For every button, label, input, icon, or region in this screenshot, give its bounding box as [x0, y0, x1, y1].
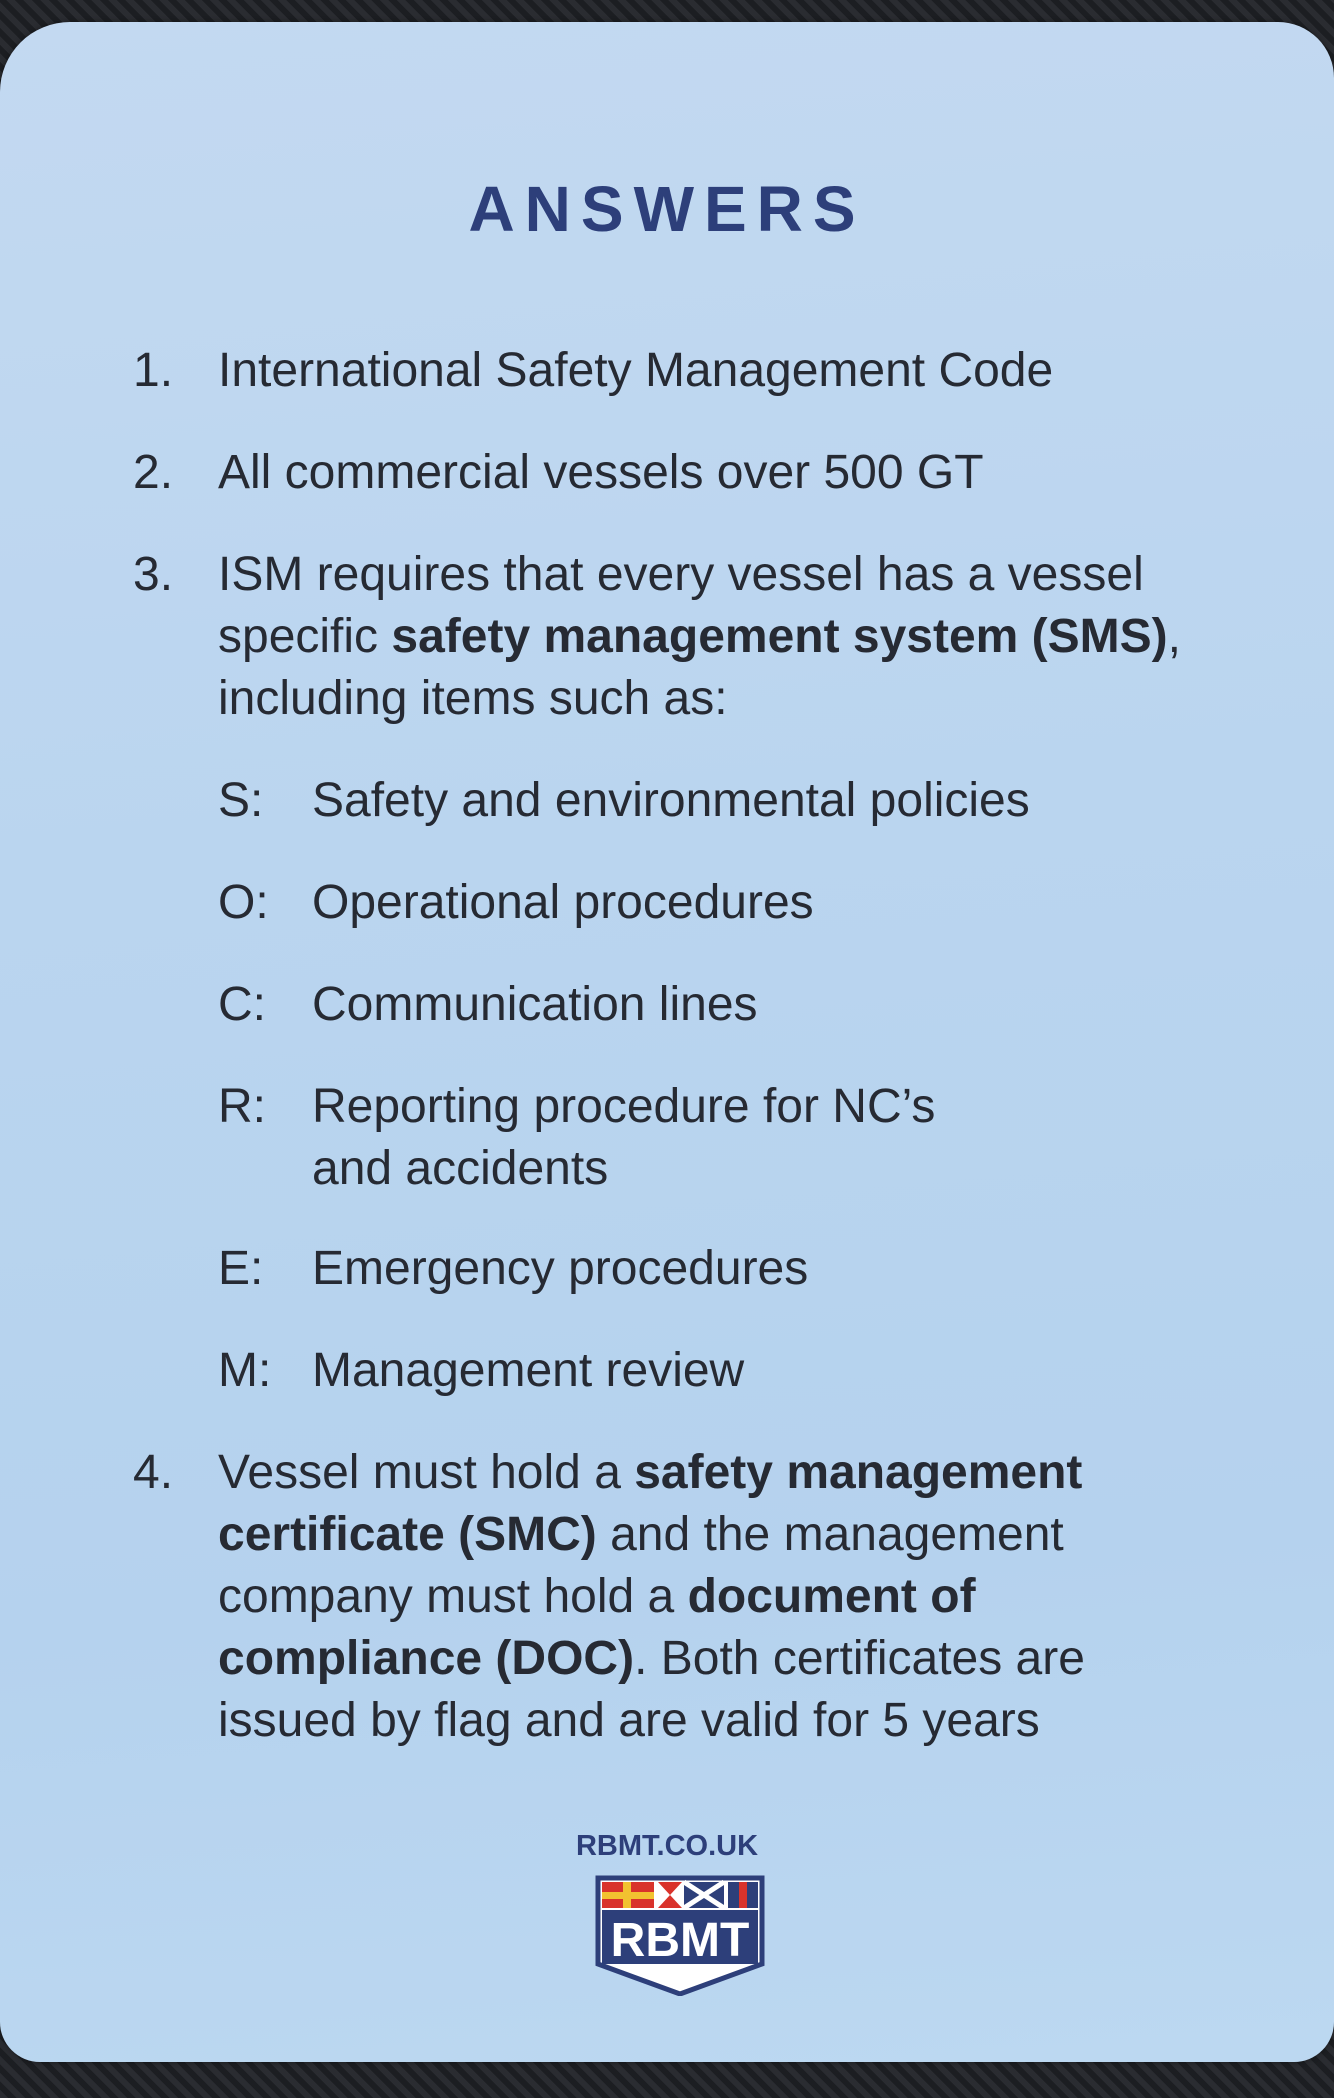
card-title: ANSWERS — [468, 173, 866, 245]
sms-letter: R: — [218, 1080, 266, 1133]
answer-text: All commercial vessels over 500 GT — [218, 446, 984, 499]
answer-number: 4. — [133, 1446, 174, 1499]
answer-card — [0, 22, 1334, 2062]
sms-letter: O: — [218, 876, 269, 929]
answer-text: International Safety Management Code — [218, 344, 1054, 397]
bold-term: document of compliance (DOC) — [218, 1570, 976, 1685]
sms-text: Safety and environmental policies — [312, 774, 1030, 827]
bold-term: safety management system (SMS) — [391, 610, 1168, 663]
sms-letter: M: — [218, 1344, 272, 1397]
sms-letter: S: — [218, 774, 264, 827]
sms-text: Emergency procedures — [312, 1242, 809, 1295]
sms-text: Reporting procedure for NC’s and accidents — [312, 1080, 936, 1195]
sms-letter: C: — [218, 978, 266, 1031]
answer-number: 3. — [133, 548, 174, 601]
website-text: RBMT.CO.UK — [575, 1830, 759, 1862]
answer-number: 2. — [133, 446, 174, 499]
sms-letter: E: — [218, 1242, 264, 1295]
answer-text: Vessel must hold a safety management certificate (SMC) and the management company must hold a document of compliance (DOC). Both certificates are issued by flag and are valid for 5 years — [218, 1446, 1085, 1747]
rbmt-logo — [592, 1872, 768, 1996]
logo-text: RBMT — [610, 1914, 750, 1967]
answer-text: ISM requires that every vessel has a vessel specific safety management system (SMS), including items such as: — [218, 548, 1182, 725]
sms-text: Operational procedures — [312, 876, 814, 929]
sms-text: Communication lines — [312, 978, 758, 1031]
sms-text: Management review — [312, 1344, 745, 1397]
answer-number: 1. — [133, 344, 174, 397]
bold-term: safety management certificate (SMC) — [218, 1446, 1083, 1561]
